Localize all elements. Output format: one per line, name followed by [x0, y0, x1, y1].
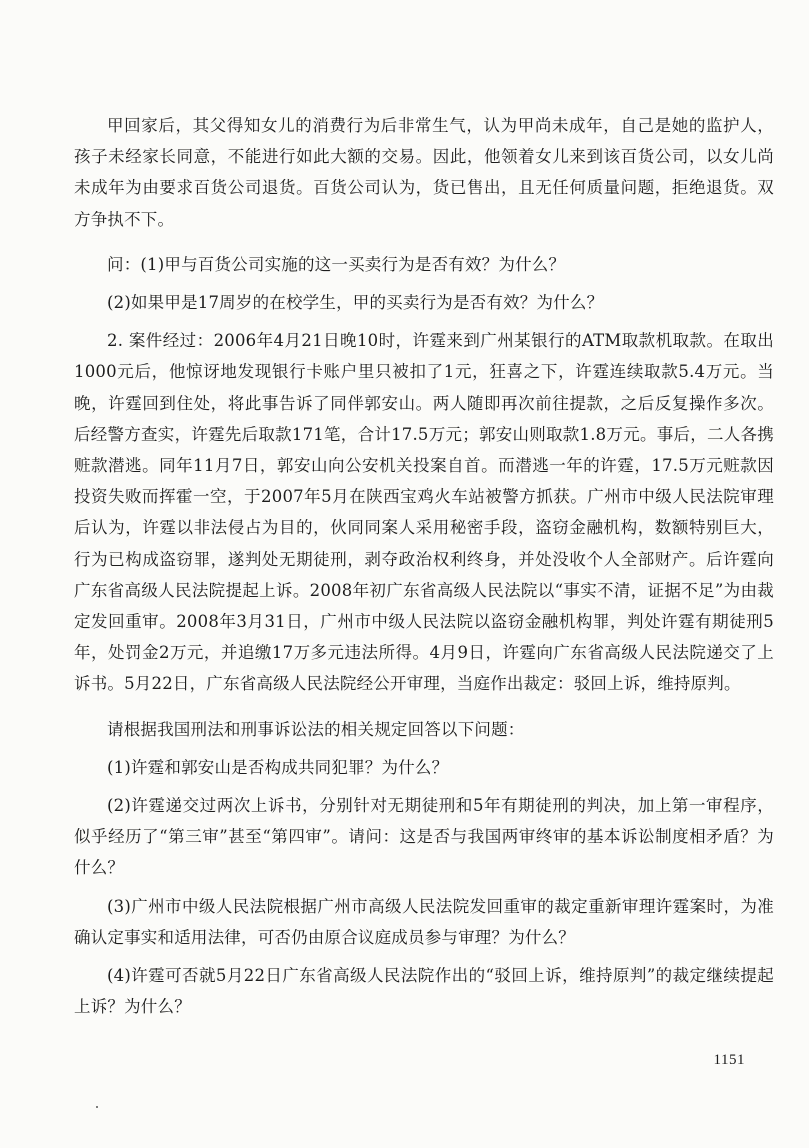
- question-2-age-17: (2)如果甲是17周岁的在校学生，甲的买卖行为是否有效？为什么？: [107, 293, 604, 313]
- paragraph-father-dispute: 甲回家后，其父得知女儿的消费行为后非常生气，认为甲尚未成年，自己是她的监护人，孩子未经家长同意，不能进行如此大额的交易。因此，他领着女儿来到该百货公司，以女儿尚未成年为由要求百货公司退货。百货公司认为，货已售出，且无任何质量问题，拒绝退货。双方争执不下。: [74, 116, 774, 229]
- instruction-answer: 请根据我国刑法和刑事诉讼法的相关规定回答以下问题：: [107, 719, 525, 739]
- case-2-question-2: (2)许霆递交过两次上诉书，分别针对无期徒刑和5年有期徒刑的判决，加上第一审程序，似乎经历了“第三审”甚至“第四审”。请问：这是否与我国两审终审的基本诉讼制度相矛盾？为什么？: [74, 796, 774, 878]
- scan-speck: [96, 1106, 98, 1108]
- paragraph-case-2-facts: 2. 案件经过：2006年4月21日晚10时，许霆来到广州某银行的ATM取款机取款。在取出1000元后，他惊讶地发现银行卡账户里只被扣了1元，狂喜之下，许霆连续取款5.4万元。当晚，许霆回到住处，将此事告诉了同伴郭安山。两人随即再次前往提款，之后反复操作多次。后经警方查实，许霆先后取款171笔，合计17.5万元；郭安山则取款1.8万元。事后，二人各携赃款潜逃。同年11月7日，郭安山向公安机关投案自首。而潜逃一年的许霆，17.5万元赃款因投资失败而挥霍一空，于2007年5月在陕西宝鸡火车站被警方抓获。广州市中级人民法院审理后认为，许霆以非法侵占为目的，伙同同案人采用秘密手段，盗窃金融机构，数额特别巨大，行为已构成盗窃罪，遂判处无期徒刑，剥夺政治权利终身，并处没收个人全部财产。后许霆向广东省高级人民法院提起上诉。2008年初广东省高级人民法院以“事实不清，证据不足”为由裁定发回重审。2008年3月31日，广州市中级人民法院以盗窃金融机构罪，判处许霆有期徒刑5年，处罚金2万元，并追缴17万多元违法所得。4月9日，许霆向广东省高级人民法院递交了上诉书。5月22日，广东省高级人民法院经公开审理，当庭作出裁定：驳回上诉，维持原判。: [74, 331, 774, 694]
- page-body: [74, 110, 774, 1029]
- question-1-validity: 问：(1)甲与百货公司实施的这一买卖行为是否有效？为什么？: [107, 254, 566, 274]
- page-number: 1151: [713, 1052, 745, 1068]
- case-2-question-3: (3)广州市中级人民法院根据广州市高级人民法院发回重审的裁定重新审理许霆案时，为准确认定事实和适用法律，可否仍由原合议庭成员参与审理？为什么？: [74, 896, 774, 947]
- case-2-question-1: (1)许霆和郭安山是否构成共同犯罪？为什么？: [107, 757, 449, 777]
- case-2-question-4: (4)许霆可否就5月22日广东省高级人民法院作出的“驳回上诉，维持原判”的裁定继续提起上诉？为什么？: [74, 966, 774, 1017]
